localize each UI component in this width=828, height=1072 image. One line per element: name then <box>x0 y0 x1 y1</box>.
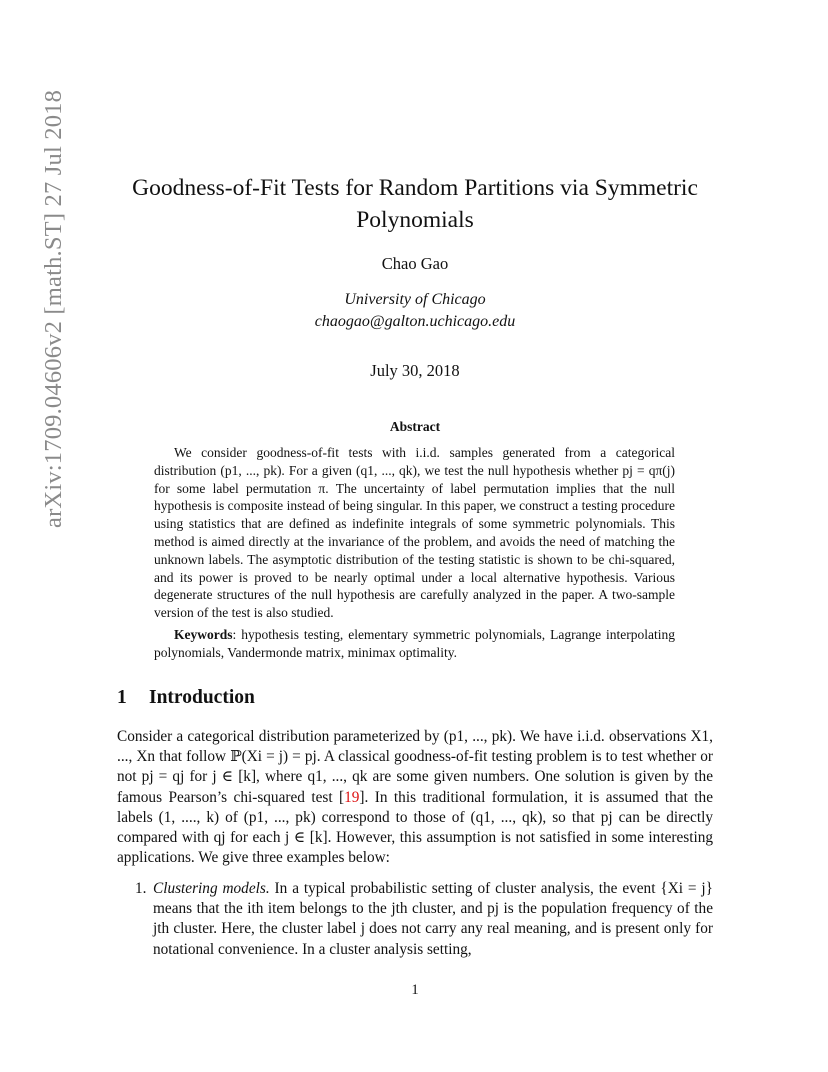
example-list <box>117 879 713 960</box>
paper-date: July 30, 2018 <box>370 361 460 380</box>
abstract-heading: Abstract <box>389 419 441 434</box>
page-number: 1 <box>411 982 419 998</box>
intro-paragraph <box>117 727 713 868</box>
keywords-label: Keywords <box>174 627 233 642</box>
list-item <box>117 879 713 960</box>
arxiv-identifier: arXiv:1709.04606v2 [math.ST] 27 Jul 2018 <box>40 89 67 528</box>
list-item-label: Clustering models. <box>153 880 270 897</box>
author-name: Chao Gao <box>381 254 449 273</box>
author-affiliation <box>115 289 715 333</box>
keywords-list: : hypothesis testing, elementary symmetric polynomials, Lagrange interpolating polynomials, Vandermonde matrix, minimax optimality. <box>154 627 675 660</box>
abstract-body: We consider goodness-of-fit tests with i.i.d. samples generated from a categorical distribution (p1, ..., pk). For a given (q1, ..., qk), we test the null hypothesis whether pj = qπ(j) for some label permutation π. The uncertainty of label permutation implies that the null hypothesis is composite instead of being singular. In this paper, we construct a testing procedure using statistics that are defined as indefinite integrals of some symmetric polynomials. This method is aimed directly at the invariance of the problem, and avoids the need of matching the unknown labels. The asymptotic distribution of the testing statistic is shown to be chi-squared, and its power is proved to be nearly optimal under a local alternative hypothesis. Various degenerate structures of the null hypothesis are carefully analyzed in the paper. A two-sample version of the test is also studied. <box>154 445 675 621</box>
affiliation: University of Chicago <box>344 291 486 308</box>
paper-title: Goodness-of-Fit Tests for Random Partitions via Symmetric Polynomials <box>132 175 698 233</box>
keywords <box>154 626 675 662</box>
intro-text-1: Consider a categorical distribution parameterized by (p1, ..., pk). We have i.i.d. observations X1, ..., Xn that follow ℙ(Xi = j) = pj. A classical goodness-of-fit testing problem is to test whether or not pj = qj for j ∈ [k], where q1, ..., qk are some given numbers. One solution is given by the famous Pearson’s chi-squared test [ <box>117 728 713 806</box>
section-title: Introduction <box>149 687 255 708</box>
section-number: 1 <box>117 687 127 708</box>
citation-link[interactable]: 19 <box>344 788 360 806</box>
list-item-text: In a typical probabilistic setting of cluster analysis, the event {Xi = j} means that the ith item belongs to the jth cluster, and pj is the population frequency of the jth cluster. Here, the cluster label j does not carry any real meaning, and is present only for notational convenience. In a cluster analysis setting, <box>153 880 713 958</box>
author-email: chaogao@galton.uchicago.edu <box>314 313 516 330</box>
list-marker: 1. <box>135 880 147 897</box>
intro-text-2: ]. In this traditional formulation, it is assumed that the labels (1, ...., k) of (p1, ..., pk) correspond to those of (q1, ..., qk), so that pj can be directly compared with qj for each j ∈ [k]. However, this assumption is not satisfied in some interesting applications. We give three examples below: <box>117 788 713 867</box>
section-heading <box>117 687 255 709</box>
